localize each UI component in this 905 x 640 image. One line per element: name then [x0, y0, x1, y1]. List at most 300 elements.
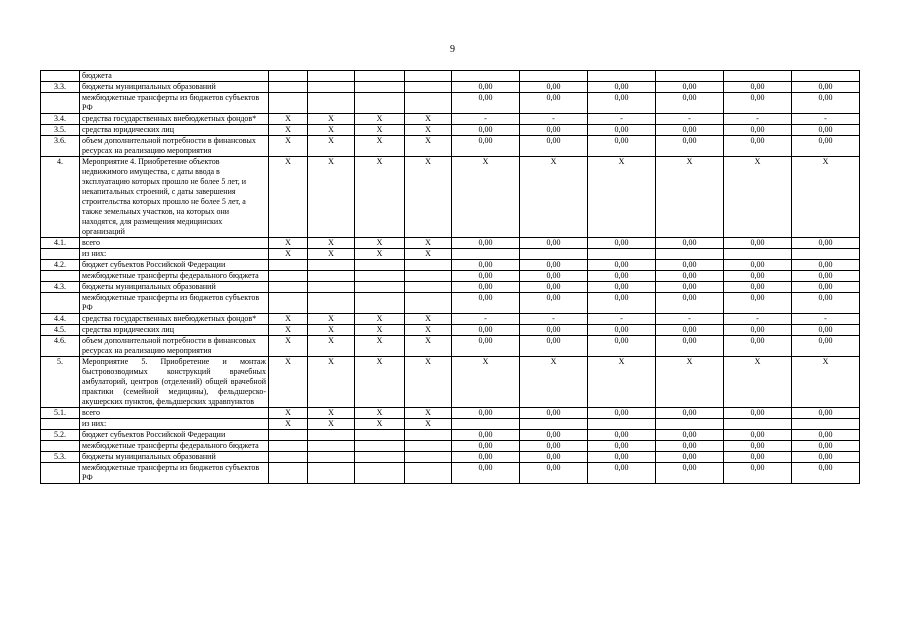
value-cell: 0,00 [452, 271, 520, 282]
value-cell [588, 71, 656, 82]
mark-cell [269, 430, 308, 441]
value-cell: 0,00 [656, 293, 724, 314]
table-row [41, 93, 860, 114]
table-row [41, 314, 860, 325]
value-cell: 0,00 [656, 260, 724, 271]
value-cell: - [724, 114, 792, 125]
value-cell: 0,00 [452, 82, 520, 93]
mark-cell: X [269, 336, 308, 357]
mark-cell [355, 293, 405, 314]
mark-cell: X [355, 249, 405, 260]
table-row [41, 125, 860, 136]
value-cell: 0,00 [452, 293, 520, 314]
table-row [41, 249, 860, 260]
value-cell: 0,00 [792, 325, 860, 336]
row-name: средства государственных внебюджетных фондов* [80, 314, 269, 325]
value-cell: X [452, 357, 520, 408]
value-cell: - [520, 114, 588, 125]
value-cell: 0,00 [588, 336, 656, 357]
row-name: бюджет субъектов Российской Федерации [80, 430, 269, 441]
value-cell: 0,00 [452, 125, 520, 136]
row-name: бюджеты муниципальных образований [80, 282, 269, 293]
mark-cell [405, 271, 452, 282]
value-cell: 0,00 [724, 430, 792, 441]
mark-cell [405, 463, 452, 484]
value-cell: X [792, 357, 860, 408]
mark-cell [269, 82, 308, 93]
mark-cell: X [355, 125, 405, 136]
value-cell: 0,00 [520, 238, 588, 249]
value-cell: 0,00 [588, 271, 656, 282]
row-name: межбюджетные трансферты из бюджетов субъектов РФ [80, 93, 269, 114]
mark-cell [269, 271, 308, 282]
value-cell [656, 71, 724, 82]
value-cell: 0,00 [656, 282, 724, 293]
value-cell: 0,00 [452, 260, 520, 271]
mark-cell [405, 93, 452, 114]
mark-cell [308, 282, 355, 293]
row-name: бюджеты муниципальных образований [80, 452, 269, 463]
mark-cell [405, 71, 452, 82]
mark-cell [405, 282, 452, 293]
mark-cell [405, 452, 452, 463]
value-cell: 0,00 [656, 463, 724, 484]
mark-cell: X [355, 419, 405, 430]
mark-cell: X [269, 125, 308, 136]
value-cell [452, 419, 520, 430]
row-name: межбюджетные трансферты федерального бюджета [80, 271, 269, 282]
mark-cell: X [355, 136, 405, 157]
value-cell: X [588, 157, 656, 238]
value-cell: 0,00 [792, 82, 860, 93]
value-cell [792, 249, 860, 260]
value-cell: X [656, 157, 724, 238]
mark-cell [308, 452, 355, 463]
mark-cell: X [405, 157, 452, 238]
value-cell: - [792, 314, 860, 325]
value-cell: 0,00 [656, 136, 724, 157]
value-cell: - [724, 314, 792, 325]
mark-cell: X [405, 114, 452, 125]
value-cell: 0,00 [520, 125, 588, 136]
value-cell: 0,00 [588, 136, 656, 157]
mark-cell: X [405, 249, 452, 260]
value-cell: 0,00 [656, 325, 724, 336]
row-name: объем дополнительной потребности в финансовых ресурсах на реализацию мероприятия [80, 336, 269, 357]
value-cell: 0,00 [656, 93, 724, 114]
row-name: межбюджетные трансферты федерального бюджета [80, 441, 269, 452]
table-row [41, 136, 860, 157]
mark-cell [405, 293, 452, 314]
mark-cell [308, 71, 355, 82]
mark-cell: X [405, 419, 452, 430]
table-row [41, 238, 860, 249]
value-cell: 0,00 [588, 238, 656, 249]
row-number: 5. [41, 357, 80, 408]
value-cell: 0,00 [520, 441, 588, 452]
mark-cell: X [355, 408, 405, 419]
value-cell: - [588, 314, 656, 325]
mark-cell: X [269, 357, 308, 408]
mark-cell: X [308, 114, 355, 125]
mark-cell [405, 260, 452, 271]
value-cell: - [588, 114, 656, 125]
mark-cell [355, 271, 405, 282]
mark-cell: X [269, 314, 308, 325]
mark-cell: X [355, 314, 405, 325]
mark-cell: X [269, 157, 308, 238]
value-cell: 0,00 [656, 238, 724, 249]
mark-cell: X [269, 114, 308, 125]
value-cell: X [520, 157, 588, 238]
value-cell: 0,00 [724, 452, 792, 463]
value-cell: 0,00 [792, 430, 860, 441]
financing-table [40, 70, 860, 484]
table-row [41, 452, 860, 463]
value-cell [452, 71, 520, 82]
row-number: 5.1. [41, 408, 80, 419]
row-number [41, 463, 80, 484]
value-cell: 0,00 [656, 430, 724, 441]
mark-cell: X [308, 125, 355, 136]
value-cell: 0,00 [724, 271, 792, 282]
mark-cell: X [355, 336, 405, 357]
value-cell [452, 249, 520, 260]
table-row [41, 71, 860, 82]
mark-cell: X [269, 419, 308, 430]
mark-cell: X [308, 136, 355, 157]
row-name: бюджет субъектов Российской Федерации [80, 260, 269, 271]
table-row [41, 463, 860, 484]
row-number: 5.2. [41, 430, 80, 441]
mark-cell: X [355, 157, 405, 238]
value-cell: 0,00 [792, 441, 860, 452]
row-number: 4.4. [41, 314, 80, 325]
mark-cell [269, 71, 308, 82]
value-cell: 0,00 [452, 452, 520, 463]
mark-cell: X [269, 325, 308, 336]
value-cell: 0,00 [724, 238, 792, 249]
table-row [41, 441, 860, 452]
value-cell: 0,00 [656, 408, 724, 419]
value-cell: X [588, 357, 656, 408]
value-cell: X [452, 157, 520, 238]
mark-cell: X [405, 408, 452, 419]
mark-cell [269, 260, 308, 271]
value-cell: 0,00 [452, 325, 520, 336]
mark-cell [405, 441, 452, 452]
mark-cell: X [405, 336, 452, 357]
value-cell: 0,00 [792, 93, 860, 114]
value-cell: X [724, 357, 792, 408]
value-cell: 0,00 [724, 282, 792, 293]
value-cell: 0,00 [588, 82, 656, 93]
row-name: бюджеты муниципальных образований [80, 82, 269, 93]
value-cell: 0,00 [724, 441, 792, 452]
row-number: 4.5. [41, 325, 80, 336]
value-cell: 0,00 [588, 93, 656, 114]
mark-cell: X [308, 357, 355, 408]
table-row [41, 430, 860, 441]
row-number: 4. [41, 157, 80, 238]
table-row [41, 282, 860, 293]
value-cell [656, 419, 724, 430]
row-name: всего [80, 238, 269, 249]
value-cell: 0,00 [588, 293, 656, 314]
value-cell: 0,00 [520, 271, 588, 282]
value-cell [724, 249, 792, 260]
row-number: 4.2. [41, 260, 80, 271]
value-cell: 0,00 [656, 452, 724, 463]
mark-cell [308, 463, 355, 484]
value-cell: 0,00 [520, 452, 588, 463]
value-cell: 0,00 [452, 336, 520, 357]
value-cell: 0,00 [724, 136, 792, 157]
value-cell [792, 71, 860, 82]
mark-cell: X [355, 114, 405, 125]
table-row [41, 408, 860, 419]
mark-cell: X [405, 136, 452, 157]
value-cell: 0,00 [656, 82, 724, 93]
value-cell: 0,00 [452, 238, 520, 249]
row-number [41, 271, 80, 282]
row-name: межбюджетные трансферты из бюджетов субъектов РФ [80, 293, 269, 314]
mark-cell: X [355, 238, 405, 249]
value-cell: 0,00 [724, 93, 792, 114]
value-cell: 0,00 [724, 325, 792, 336]
mark-cell: X [269, 249, 308, 260]
row-name: бюджета [80, 71, 269, 82]
mark-cell [269, 463, 308, 484]
value-cell: 0,00 [588, 408, 656, 419]
value-cell: 0,00 [656, 441, 724, 452]
value-cell: 0,00 [520, 282, 588, 293]
row-number: 3.4. [41, 114, 80, 125]
mark-cell [308, 93, 355, 114]
mark-cell [308, 441, 355, 452]
page-number: 9 [450, 44, 455, 55]
row-name: объем дополнительной потребности в финансовых ресурсах на реализацию мероприятия [80, 136, 269, 157]
value-cell: 0,00 [656, 271, 724, 282]
value-cell: 0,00 [792, 282, 860, 293]
row-number: 4.6. [41, 336, 80, 357]
value-cell [792, 419, 860, 430]
mark-cell [405, 430, 452, 441]
mark-cell [269, 441, 308, 452]
value-cell: 0,00 [588, 463, 656, 484]
mark-cell: X [405, 125, 452, 136]
mark-cell [308, 293, 355, 314]
mark-cell [355, 282, 405, 293]
value-cell [724, 71, 792, 82]
table-row [41, 260, 860, 271]
mark-cell [355, 93, 405, 114]
value-cell: 0,00 [520, 136, 588, 157]
mark-cell: X [355, 357, 405, 408]
value-cell: 0,00 [452, 441, 520, 452]
mark-cell [405, 82, 452, 93]
mark-cell: X [308, 249, 355, 260]
mark-cell [269, 282, 308, 293]
value-cell: 0,00 [520, 430, 588, 441]
row-name: Мероприятие 5. Приобретение и монтаж быстровозводимых конструкций врачебных амбулаторий, центров (отделений) общей врачебной практики (семейной медицины), фельдшерско-акушерских пунктов, фельдшерских здравпунктов [80, 357, 269, 408]
row-number: 4.1. [41, 238, 80, 249]
mark-cell [355, 82, 405, 93]
value-cell: X [792, 157, 860, 238]
mark-cell: X [308, 336, 355, 357]
mark-cell: X [308, 314, 355, 325]
row-number: 3.5. [41, 125, 80, 136]
row-number [41, 293, 80, 314]
mark-cell [355, 430, 405, 441]
mark-cell: X [308, 325, 355, 336]
value-cell: 0,00 [588, 260, 656, 271]
value-cell: - [520, 314, 588, 325]
value-cell: X [656, 357, 724, 408]
row-number [41, 249, 80, 260]
value-cell: X [724, 157, 792, 238]
value-cell: 0,00 [792, 452, 860, 463]
value-cell: 0,00 [792, 125, 860, 136]
value-cell: 0,00 [724, 82, 792, 93]
mark-cell [355, 71, 405, 82]
value-cell: 0,00 [520, 93, 588, 114]
value-cell: 0,00 [452, 408, 520, 419]
value-cell: 0,00 [520, 408, 588, 419]
mark-cell: X [308, 238, 355, 249]
value-cell [656, 249, 724, 260]
value-cell [588, 249, 656, 260]
mark-cell: X [405, 238, 452, 249]
row-number [41, 419, 80, 430]
value-cell: 0,00 [656, 125, 724, 136]
row-number [41, 93, 80, 114]
value-cell: 0,00 [588, 282, 656, 293]
value-cell: 0,00 [724, 336, 792, 357]
mark-cell: X [405, 325, 452, 336]
mark-cell [308, 82, 355, 93]
value-cell: 0,00 [724, 125, 792, 136]
value-cell: 0,00 [452, 282, 520, 293]
mark-cell [308, 271, 355, 282]
mark-cell: X [269, 136, 308, 157]
value-cell: 0,00 [792, 408, 860, 419]
value-cell: 0,00 [520, 325, 588, 336]
mark-cell: X [405, 357, 452, 408]
value-cell: 0,00 [520, 336, 588, 357]
mark-cell: X [308, 157, 355, 238]
value-cell: 0,00 [792, 293, 860, 314]
value-cell: 0,00 [724, 260, 792, 271]
table-row [41, 336, 860, 357]
row-number [41, 71, 80, 82]
table-row [41, 114, 860, 125]
row-name: средства юридических лиц [80, 125, 269, 136]
row-name: из них: [80, 419, 269, 430]
table-row [41, 357, 860, 408]
mark-cell [308, 260, 355, 271]
value-cell: 0,00 [520, 293, 588, 314]
value-cell: 0,00 [792, 260, 860, 271]
value-cell: - [792, 114, 860, 125]
row-number: 5.3. [41, 452, 80, 463]
value-cell: 0,00 [452, 430, 520, 441]
value-cell: - [452, 314, 520, 325]
value-cell: 0,00 [520, 82, 588, 93]
table-row [41, 325, 860, 336]
table-row [41, 293, 860, 314]
mark-cell: X [355, 325, 405, 336]
value-cell: - [656, 314, 724, 325]
table-row [41, 82, 860, 93]
value-cell: 0,00 [452, 136, 520, 157]
mark-cell [355, 463, 405, 484]
value-cell: 0,00 [520, 463, 588, 484]
value-cell: 0,00 [724, 293, 792, 314]
value-cell: 0,00 [520, 260, 588, 271]
value-cell [588, 419, 656, 430]
value-cell: - [452, 114, 520, 125]
mark-cell: X [405, 314, 452, 325]
value-cell [520, 419, 588, 430]
mark-cell [269, 93, 308, 114]
value-cell: 0,00 [656, 336, 724, 357]
value-cell: 0,00 [792, 238, 860, 249]
value-cell: 0,00 [452, 93, 520, 114]
value-cell: X [520, 357, 588, 408]
row-name: средства юридических лиц [80, 325, 269, 336]
mark-cell: X [308, 408, 355, 419]
mark-cell [355, 452, 405, 463]
value-cell: 0,00 [588, 430, 656, 441]
row-number: 3.3. [41, 82, 80, 93]
row-number [41, 441, 80, 452]
row-name: всего [80, 408, 269, 419]
value-cell: - [656, 114, 724, 125]
table-row [41, 271, 860, 282]
value-cell: 0,00 [724, 408, 792, 419]
value-cell: 0,00 [792, 136, 860, 157]
table-row [41, 419, 860, 430]
mark-cell [355, 441, 405, 452]
value-cell: 0,00 [452, 463, 520, 484]
value-cell: 0,00 [792, 336, 860, 357]
value-cell [520, 71, 588, 82]
value-cell: 0,00 [792, 463, 860, 484]
row-name: Мероприятие 4. Приобретение объектов недвижимого имущества, с даты ввода в эксплуатацию которых прошло не более 5 лет, и некапитальных строений, с даты завершения строительства которых прошло не более 5 лет, а также земельных участков, на которых они находятся, для размещения медицинских организаций [80, 157, 269, 238]
mark-cell [308, 430, 355, 441]
row-number: 3.6. [41, 136, 80, 157]
value-cell: 0,00 [588, 125, 656, 136]
table-row [41, 157, 860, 238]
row-name: средства государственных внебюджетных фондов* [80, 114, 269, 125]
value-cell [724, 419, 792, 430]
mark-cell: X [269, 238, 308, 249]
value-cell: 0,00 [724, 463, 792, 484]
mark-cell: X [308, 419, 355, 430]
mark-cell [355, 260, 405, 271]
mark-cell [269, 293, 308, 314]
value-cell: 0,00 [792, 271, 860, 282]
value-cell: 0,00 [588, 441, 656, 452]
value-cell: 0,00 [588, 452, 656, 463]
value-cell: 0,00 [588, 325, 656, 336]
value-cell [520, 249, 588, 260]
mark-cell: X [269, 408, 308, 419]
row-number: 4.3. [41, 282, 80, 293]
mark-cell [269, 452, 308, 463]
table-body [41, 71, 860, 484]
